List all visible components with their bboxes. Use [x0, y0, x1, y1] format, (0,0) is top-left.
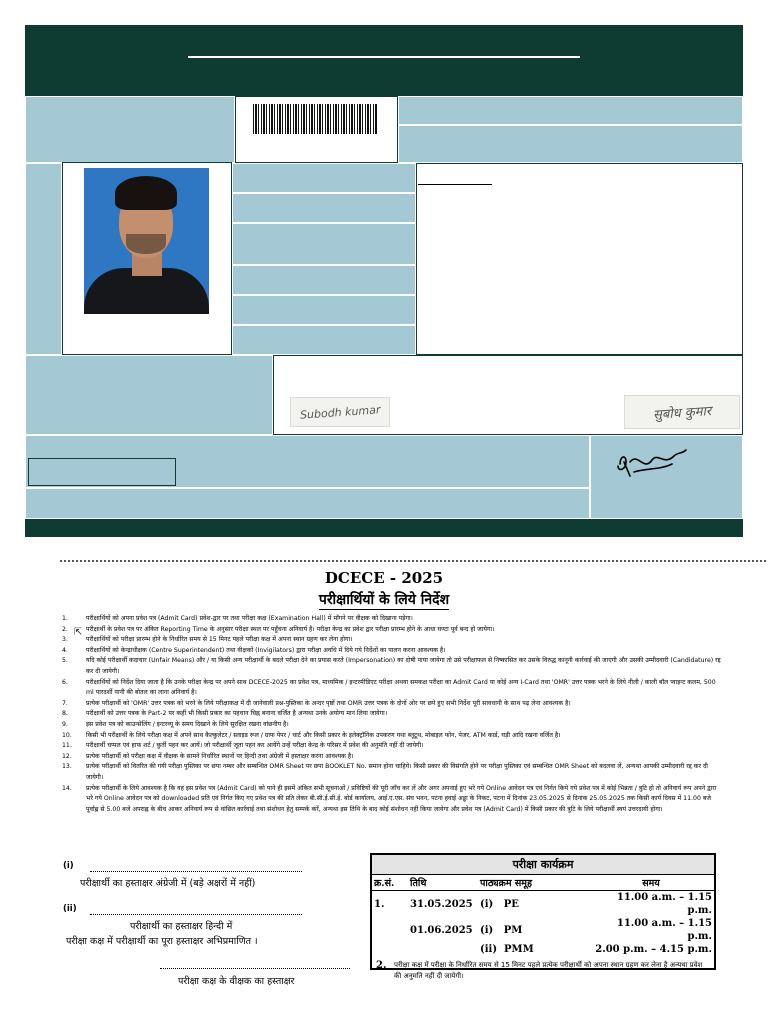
instruction-number: 9.: [62, 720, 68, 728]
instruction-number: 7.: [62, 699, 68, 707]
schedule-table: [372, 875, 714, 956]
signature-line-english: [90, 871, 302, 872]
mouse-pointer-icon: ⇱: [74, 627, 83, 638]
exam-schedule: [370, 853, 716, 980]
schedule-date: 31.05.2025: [410, 898, 473, 910]
instruction-item: [62, 656, 722, 677]
instruction-item: [62, 625, 722, 636]
declaration-item2-label: (ii): [63, 904, 77, 914]
instruction-text: किसी भी परीक्षार्थी के लिये परीक्षा कक्ष में अपने साथ कैल्कुलेटर / स्लाइड रूल / ग्राफ पेपर / चार्ट और किसी प्रकार के इलेक्ट्रॉनिक उपकरण यथा ब्लूटूथ, मोबाइल फोन, पेजर, ATM कार्ड, घड़ी आदि रखना वर्जित है।: [86, 731, 561, 739]
schedule-header-group: पाठ्यक्रम समूह: [478, 875, 588, 891]
header-rule: [188, 56, 580, 58]
hindi-signature-text: सुबोध कुमार: [652, 403, 712, 424]
address-box: [416, 163, 743, 355]
schedule-group: (i) PE: [480, 898, 519, 910]
schedule-note: [372, 956, 714, 982]
admit-card-field-box: [25, 355, 273, 435]
instruction-number: 8.: [62, 710, 68, 718]
instruction-number: 6.: [62, 678, 68, 686]
instruction-item: [62, 752, 722, 763]
schedule-time: 2.00 p.m. – 4.15 p.m.: [595, 944, 712, 955]
instruction-item: [62, 614, 722, 625]
instruction-number: 12.: [62, 752, 72, 760]
hindi-signature-image: [624, 395, 740, 429]
admit-card-field-box: [25, 488, 590, 519]
schedule-sn: [372, 917, 408, 943]
schedule-header-date: तिथि: [408, 875, 478, 891]
address-underline: [418, 184, 492, 185]
admit-card-field-box: [232, 325, 416, 355]
admit-card-field-box: [232, 223, 416, 265]
instruction-number: 10.: [62, 731, 72, 739]
english-signature-image: [290, 397, 390, 427]
admit-card-field-box: [232, 163, 416, 193]
instruction-item: [62, 720, 722, 731]
instruction-text: प्रत्येक परीक्षार्थी के लिये आवश्यक है कि वह इस प्रवेश पत्र (Admit Card) को पाने ही इसमें अंकित सभी सूचनाओं / प्रविष्टियों की पूरी जाँच कर लें और अगर अपनाई हुए भरे गये Online आवेदन पत्र एवं निर्गत किये गये प्रवेश पत्र में कोई भिन्नता / त्रुटि हो तो अनिवार्य रूप अपने द्वारा भरे गये Online आवेदन पत्र को downloaded प्रति एवं निर्गत किए गए प्रवेश पत्र की प्रति लेकर बी.सी.ई.सी.ई. बोर्ड कार्यालय, आई.ए.एस. संघ भवन, पटना हवाई अड्डा के निकट, पटना में दिनांक 23.05.2025 से दिनांक 25.05.2025 तक किसी कार्य दिवस में 11.00 बजे पूर्वाह्न से 5.00 बजे अपराह्न के बीच आकर अनिवार्य रूप से वांछित कार्रवाई तथा संशोधन हेतु सम्पर्क करें, अन्यथा इस तिथि के बाद कोई संशोधन नहीं किया जायेगा और प्रवेश पत्र (Admit Card) में किसी प्रकार की त्रुटि के लिये परीक्षार्थी स्वयं उत्तरदायी होगा।: [86, 784, 717, 813]
instruction-text: परीक्षार्थियों को अपना प्रवेश पत्र (Admit Card) प्रवेश-द्वार पर तथा परीक्षा कक्ष (Examination Hall) में माँगने पर वीक्षक को दिखाना पड़ेगा।: [86, 615, 413, 622]
instruction-text: प्रत्येक परीक्षार्थी को वितरित की गयी परीक्षा पुस्तिका पर छपा नम्बर और सम्बन्धित OMR Sheet पर छपा BOOKLET No. समान होना चाहिये। किसी प्रकार की विसंगति होने पर परीक्षा पुस्तिका एवं सम्बन्धित OMR Sheet को बदलवा लें, अन्यथा आपकी उम्मीदवारी रद्द कर दी जायेगी।: [86, 763, 708, 781]
instruction-text: प्रत्येक परीक्षार्थी को 'OMR' उत्तर पत्रक को भरने के लिये परीक्षाकक्ष में दी जानेवाली प्रश्न-पुस्तिका के अन्दर पृष्ठों तथा OMR उत्तर पत्रक के दोनों ओर पर छपे हुए सभी निर्देश पूरी सावधानी के साथ पढ़ लेना आवश्यक है।: [86, 699, 571, 707]
declaration-item1-caption: परीक्षार्थी का हस्ताक्षर अंग्रेजी में (बड़े अक्षरों में नहीं): [80, 878, 256, 889]
declaration-item2-caption-line1: परीक्षार्थी का हस्ताक्षर हिन्दी में: [130, 921, 233, 932]
authority-signature-mark: [612, 442, 692, 482]
barcode: [253, 104, 377, 134]
instruction-number: 2.: [62, 625, 68, 633]
instruction-number: 4.: [62, 646, 68, 654]
instruction-number: 3.: [62, 636, 68, 644]
cut-line: [60, 560, 768, 562]
instructions-title: DCECE - 2025: [324, 569, 444, 587]
schedule-row: [372, 891, 714, 918]
candidate-photo: [84, 168, 209, 314]
schedule-note-text: परीक्षा कक्ष में परीक्षा के निर्धारित समय से 15 मिनट पहले प्रत्येक परीक्षार्थी को अपना स्थान ग्रहण कर लेना है अन्यथा प्रवेश की अनुमति नहीं दी जायेगी।: [394, 961, 703, 980]
schedule-note-number: 2.: [376, 960, 387, 971]
instruction-text: परीक्षार्थियों को निर्देश दिया जाता है कि उनके परीक्षा केन्द्र पर अपने साथ DCECE-2025 का प्रवेश पत्र, माध्यमिक / इन्टरमीडिएट परीक्षा अथवा समकक्ष परीक्षा का Admit Card या कोई अन्य I-Card तथा 'OMR' उत्तर पत्रक भरने के लिये नीली / काली बॉल प्वाइन्ट कलम, 500 ml पारदर्शी पानी की बोतल का लाना अनिवार्य है।: [86, 678, 716, 697]
instruction-text: परीक्षार्थियों को केन्द्राधीक्षक (Centre Superintendent) तथा वीक्षकों (Invigilators) द्वारा परीक्षा अवधि में दिये गये निर्देशों का पालन करना आवश्यक है।: [86, 646, 446, 654]
invigilator-caption: परीक्षा कक्ष के वीक्षक का हस्ताक्षर: [178, 976, 295, 987]
admit-card-field-box: [25, 96, 235, 163]
instruction-number: 13.: [62, 763, 72, 771]
schedule-date: [408, 943, 478, 956]
schedule-header-sn: क्र.सं.: [372, 875, 408, 891]
instruction-text: परीक्षार्थियों को परीक्षा प्रारम्भ होने के निर्धारित समय से 15 मिनट पहले परीक्षा कक्ष में अपना स्थान ग्रहण कर लेना होगा।: [86, 636, 353, 644]
admit-card-field-box: [398, 125, 743, 163]
invigilator-signature-line: [160, 968, 350, 969]
instruction-item: [62, 646, 722, 657]
instruction-number: 14.: [62, 784, 72, 792]
schedule-header-time: समय: [588, 875, 714, 891]
instruction-item: [62, 635, 722, 646]
schedule-header-row: [372, 875, 714, 891]
instructions-list: [62, 614, 722, 836]
instruction-text: परीक्षार्थी के प्रवेश पत्र पर अंकित Reporting Time के अनुसार परीक्षा स्थल पर पहुँचना अनिवार्य है। परीक्षा केन्द्र का प्रवेश द्वार परीक्षा प्रारम्भ होने के आधा घण्टा पूर्व बन्द हो जायेगा।: [86, 625, 495, 633]
schedule-title: परीक्षा कार्यक्रम: [372, 855, 714, 875]
instruction-number: 5.: [62, 657, 68, 665]
instruction-item: [62, 709, 722, 720]
instruction-item: [62, 784, 722, 836]
schedule-sn: [372, 943, 408, 956]
instruction-text: इस प्रवेश पत्र को काउन्सेलिंग / इन्टरव्यू के समय दिखाने के लिये सुरक्षित रखना वांछनीय है।: [86, 720, 289, 728]
declaration-item1-label: (i): [63, 861, 74, 871]
instruction-text: यदि कोई परीक्षार्थी कदाचार (Unfair Means) और / या किसी अन्य परीक्षार्थी के बदले परीक्षा देने का प्रयास करते (Impersonation) का दोषी पाया जायेगा तो उसे परीक्षाफल से निष्कासित कर उसके विरुद्ध कानूनी कार्रवाई की जाएगी और उसकी उम्मीदवारी (Candidature) रद्द कर दी जायेगी।: [86, 657, 721, 675]
schedule-group: (i) PM: [480, 924, 523, 936]
instruction-text: प्रत्येक परीक्षार्थी को परीक्षा कक्ष में वीक्षक के सामने निर्धारित स्थानों पर हिन्दी तथा अंग्रेजी में हस्ताक्षर करना आवश्यक है।: [86, 752, 354, 760]
signature-line-hindi: [90, 914, 302, 915]
english-signature-text: Subodh kumar: [299, 402, 381, 422]
instruction-text: परीक्षार्थी को उत्तर पत्रक के Part-2 पर कहीं भी किसी प्रकार का पहचान चिह्न बनाना वर्जित है अन्यथा उनके अयोग्य मान लिया जायेगा।: [86, 710, 388, 718]
admit-card-field-box: [232, 265, 416, 295]
admit-card-field-box: [232, 193, 416, 223]
instruction-item: [62, 699, 722, 710]
declaration-item2-caption-line2: परीक्षा कक्ष में परीक्षार्थी का पूरा हस्ताक्षर अभिप्रमाणित ।: [66, 936, 258, 947]
schedule-row: [372, 917, 714, 943]
instruction-number: 1.: [62, 615, 68, 622]
instructions-subtitle-text: परीक्षार्थियों के लिये निर्देश: [318, 592, 450, 608]
schedule-time: 11.00 a.m. – 1.15 p.m.: [616, 892, 712, 916]
schedule-sn: 1.: [374, 898, 385, 910]
admit-card-field-box: [25, 163, 62, 355]
instruction-text: परीक्षार्थी चप्पल एवं हाफ शर्ट / कुर्ती पहन कर आयें। जो परीक्षार्थी जूता पहन कर आयेंगे उन्हें परीक्षा केन्द्र के परिसर में प्रवेश की अनुमति नहीं दी जायेगी।: [86, 742, 424, 750]
schedule-time: 11.00 a.m. – 1.15 p.m.: [616, 918, 712, 942]
instruction-item: [62, 741, 722, 752]
instructions-subtitle: [0, 590, 768, 609]
instruction-item: [62, 678, 722, 699]
instruction-item: [62, 731, 722, 742]
schedule-row: [372, 943, 714, 956]
instruction-item: [62, 762, 722, 783]
admit-card-field-box: [398, 96, 743, 125]
admit-card-inner-field: [28, 458, 176, 486]
schedule-date: 01.06.2025: [410, 924, 473, 936]
admit-card-field-box: [232, 295, 416, 325]
instruction-number: 11.: [62, 742, 72, 750]
schedule-group: (ii) PMM: [480, 944, 534, 955]
